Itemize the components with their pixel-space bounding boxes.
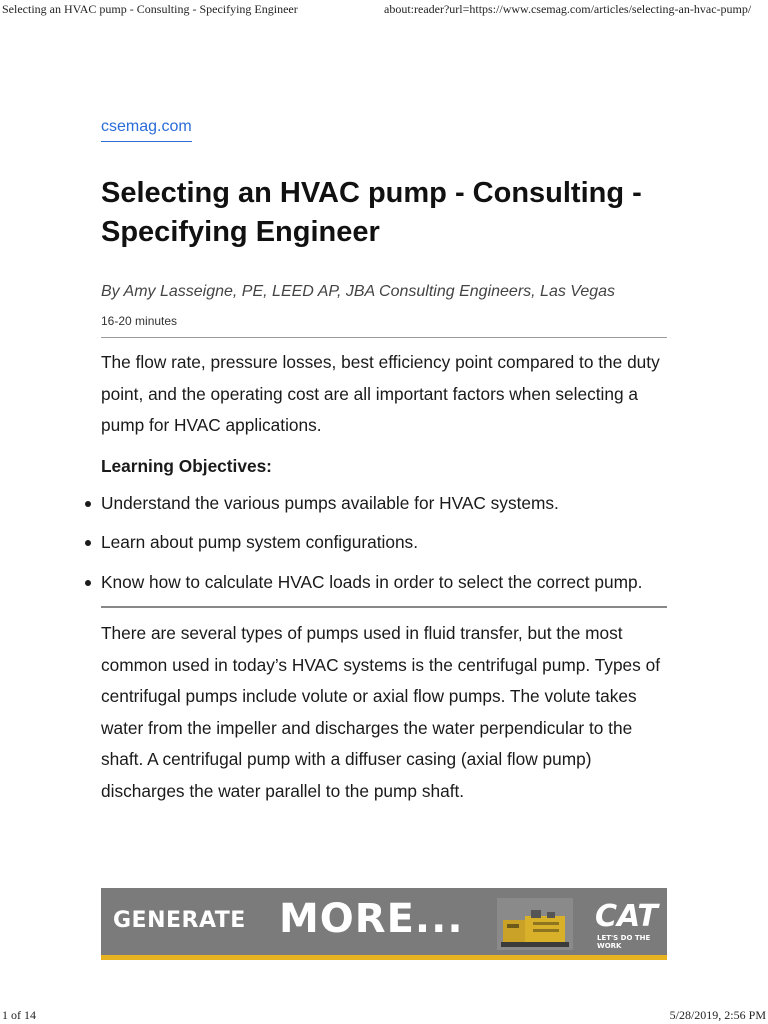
cat-tagline: LET'S DO THE WORK — [597, 934, 651, 950]
intro-paragraph: The flow rate, pressure losses, best efficiency point compared to the duty point, and the operating cost are all important factors when selecting a pump for HVAC applications. — [101, 352, 660, 435]
list-item-text: Learn about pump system configurations. — [101, 532, 419, 552]
article-byline: By Amy Lasseigne, PE, LEED AP, JBA Consulting Engineers, Las Vegas — [101, 283, 616, 300]
print-url: about:reader?url=https://www.csemag.com/articles/selecting-an-hvac-pump/ — [384, 2, 752, 16]
print-header — [0, 2, 768, 18]
print-page-title: Selecting an HVAC pump - Consulting - Specifying Engineer — [2, 2, 298, 16]
source-domain-link[interactable]: csemag.com — [101, 118, 192, 142]
cat-ad-banner[interactable] — [101, 888, 667, 960]
body-paragraph: There are several types of pumps used in fluid transfer, but the most common used in today’s HVAC systems is the centrifugal pump. Types of centrifugal pumps include volute or axial flow pumps. The volute takes water from the impeller and discharges the water perpendicular to the shaft. A centrifugal pump with a diffuser casing (axial flow pump) discharges the water parallel to the pump shaft. — [101, 623, 661, 801]
print-timestamp: 5/28/2019, 2:56 PM — [669, 1008, 766, 1022]
objectives-list — [101, 488, 667, 599]
cat-logo: CAT — [595, 899, 658, 934]
reader-article — [101, 118, 667, 807]
bullet-icon — [85, 501, 91, 507]
banner-accent-stripe — [101, 955, 667, 960]
list-item — [101, 527, 667, 559]
section-divider — [101, 606, 667, 608]
ad-text-more: MORE... — [279, 896, 464, 942]
list-item — [101, 567, 667, 599]
header-divider — [101, 337, 667, 338]
generator-icon — [497, 898, 573, 950]
bullet-icon — [85, 580, 91, 586]
ad-text-generate: GENERATE — [113, 908, 246, 933]
reading-time: 16-20 minutes — [101, 314, 178, 328]
page-number: 1 of 14 — [2, 1008, 36, 1022]
list-item-text: Know how to calculate HVAC loads in order to select the correct pump. — [101, 571, 643, 592]
article-title: Selecting an HVAC pump - Consulting - Specifying Engineer — [101, 177, 642, 248]
list-item — [101, 488, 667, 520]
objectives-heading: Learning Objectives: — [101, 455, 272, 476]
list-item-text: Understand the various pumps available for HVAC systems. — [101, 492, 559, 513]
bullet-icon — [85, 540, 91, 546]
print-footer — [0, 1008, 768, 1024]
